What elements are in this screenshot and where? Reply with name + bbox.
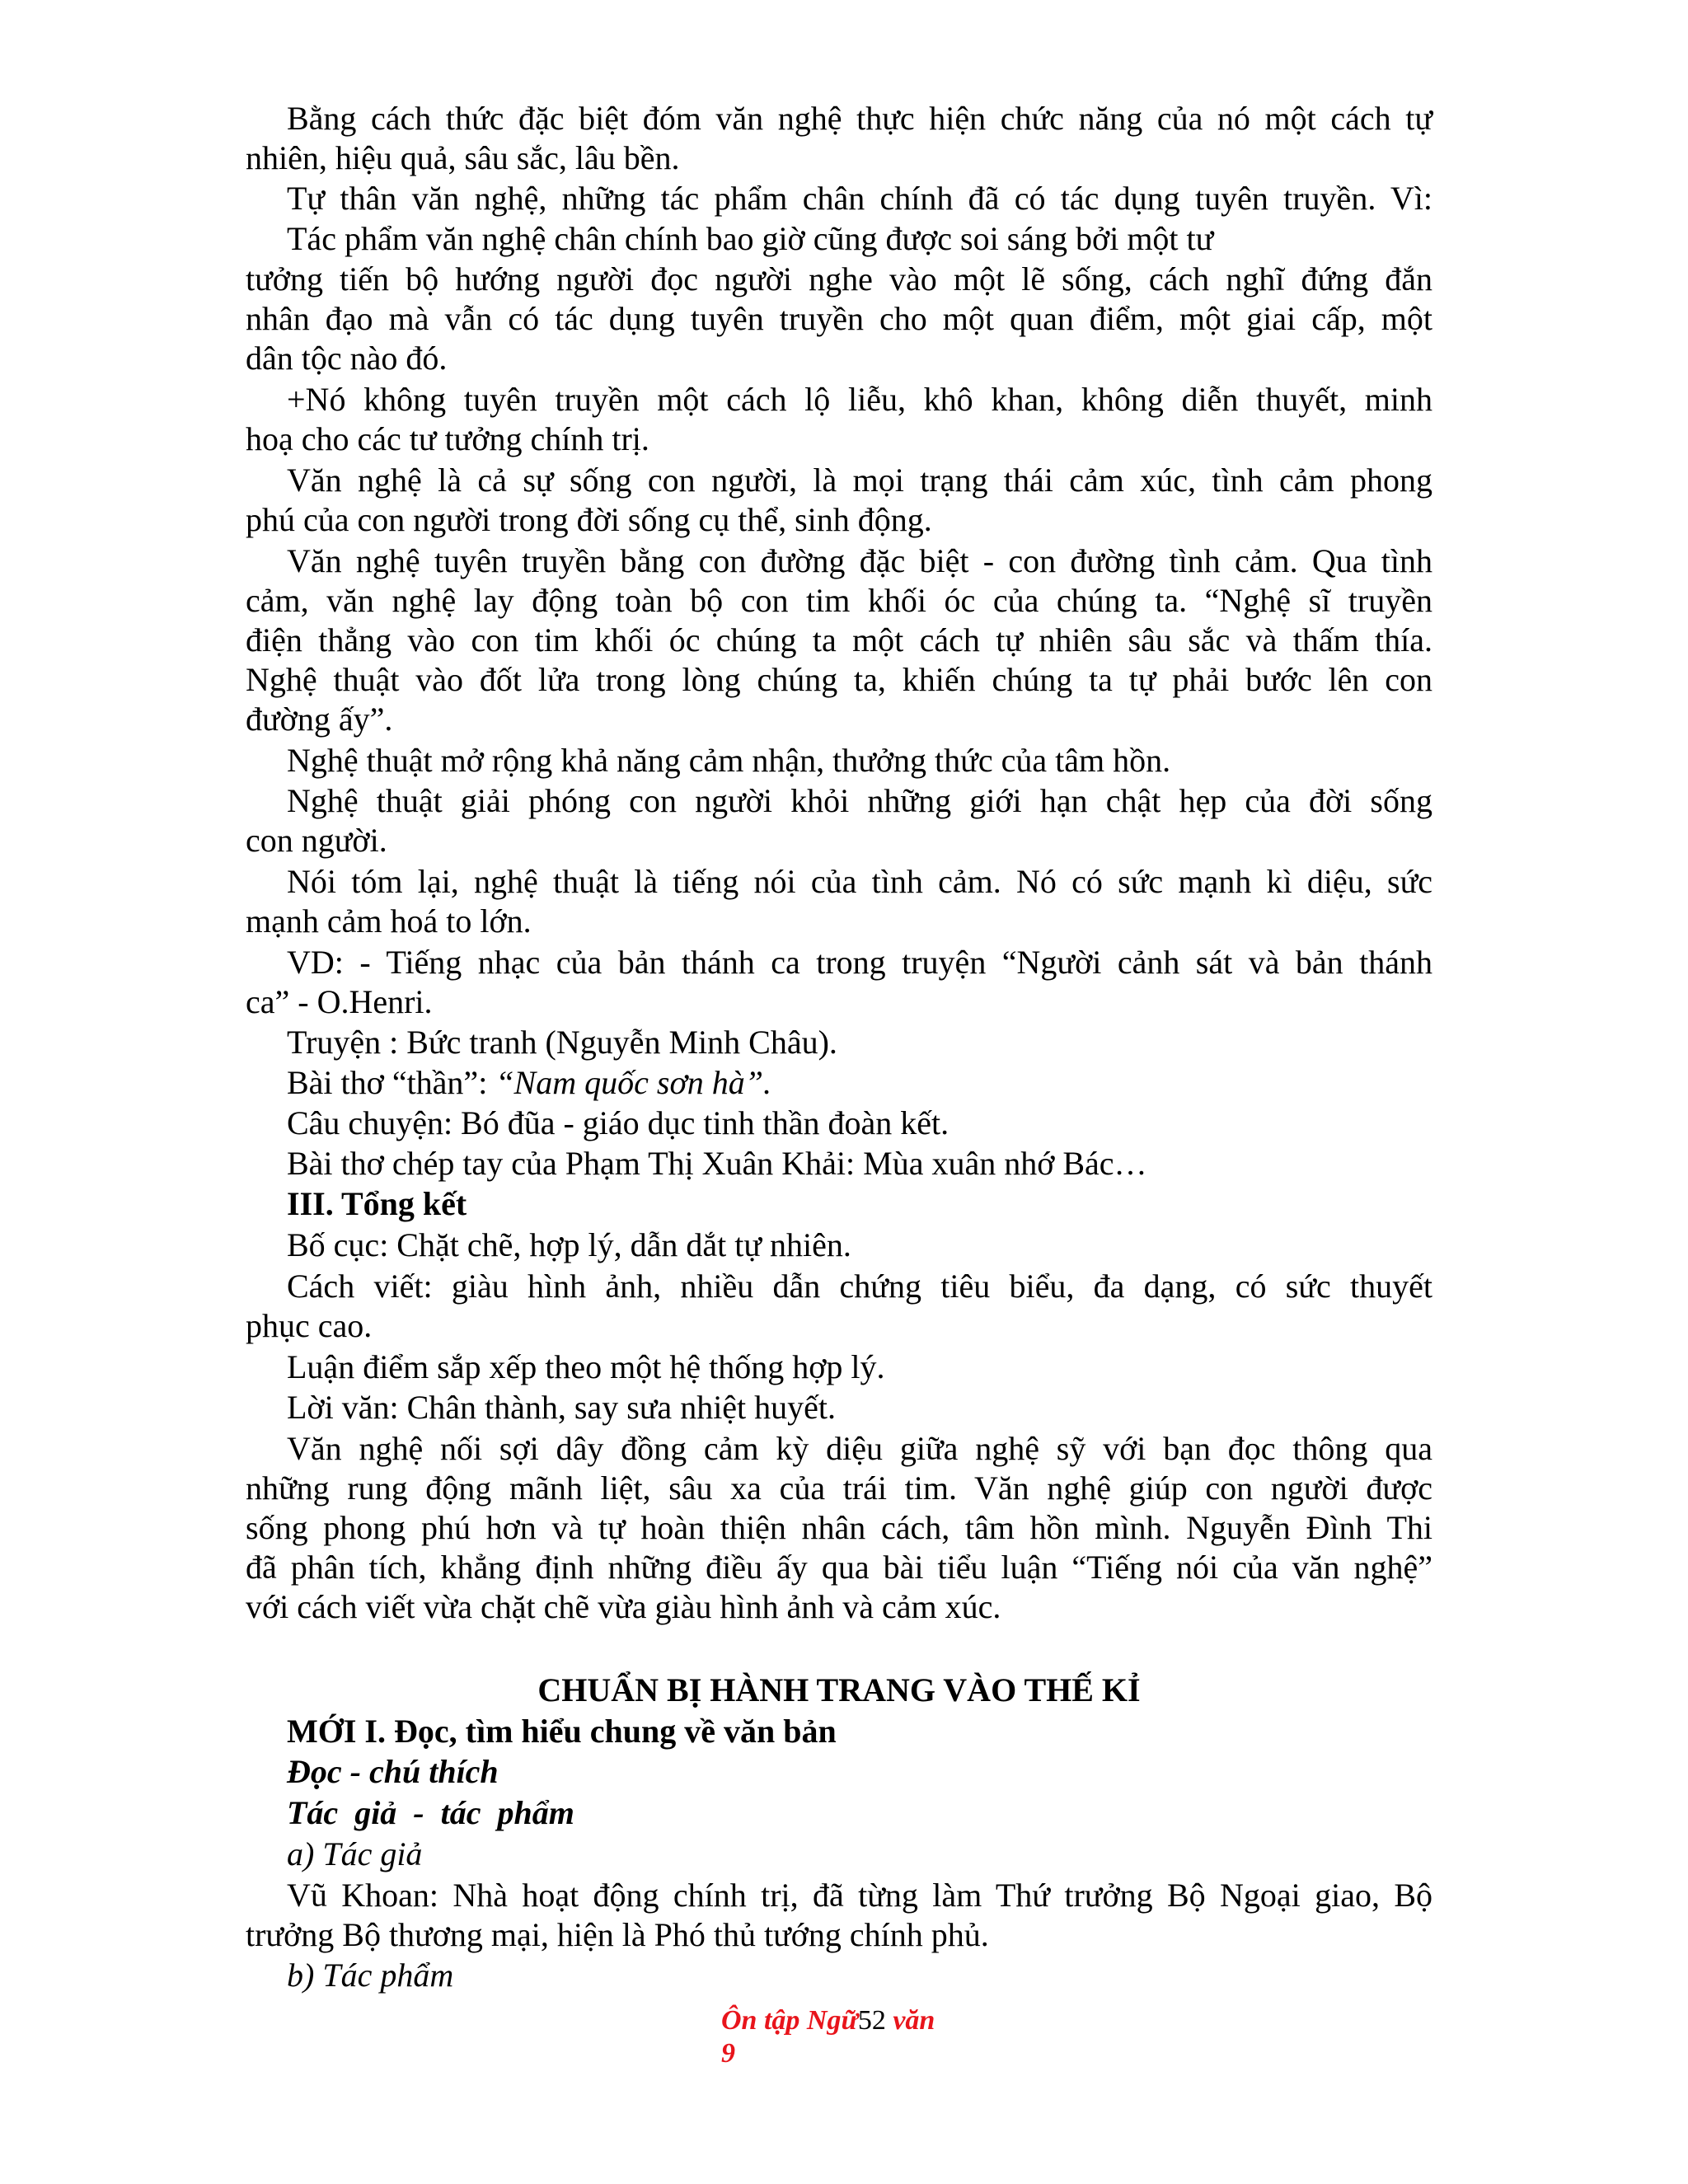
text-line: Văn nghệ nối sợi dây đồng cảm kỳ diệu giữa nghệ sỹ với bạn đọc thông qua <box>287 1430 1432 1467</box>
text-line: mạnh cảm hoá to lớn. <box>246 902 532 940</box>
poem-label: Bài thơ “thần”: <box>287 1064 496 1101</box>
text-line: nhân đạo mà vẫn có tác dụng tuyên truyền cho một quan điểm, một giai cấp, một <box>246 300 1432 337</box>
text-line: Nói tóm lại, nghệ thuật là tiếng nói của tình cảm. Nó có sức mạnh kì diệu, sức <box>287 863 1432 900</box>
subheading: a) Tác giả <box>287 1835 423 1872</box>
subheading: Đọc - chú thích <box>287 1753 499 1790</box>
text-line: Văn nghệ là cả sự sống con người, là mọi trạng thái cảm xúc, tình cảm phong <box>287 462 1432 499</box>
text-line: ca” - O.Henri. <box>246 983 433 1020</box>
text-line: dân tộc nào đó. <box>246 340 448 377</box>
text-line: nhiên, hiệu quả, sâu sắc, lâu bền. <box>246 139 680 176</box>
section-heading: MỚI I. Đọc, tìm hiểu chung về văn bản <box>287 1713 837 1750</box>
text-line: Nghệ thuật vào đốt lửa trong lòng chúng ta, khiến chúng ta tự phải bước lên con <box>246 661 1432 698</box>
poem-title: “Nam quốc sơn hà”. <box>495 1064 772 1101</box>
text-line: Cách viết: giàu hình ảnh, nhiều dẫn chứng tiêu biểu, đa dạng, có sức thuyết <box>287 1268 1432 1305</box>
text-line: con người. <box>246 822 387 859</box>
text-line: Bài thơ chép tay của Phạm Thị Xuân Khải: Mùa xuân nhớ Bác… <box>287 1145 1147 1182</box>
text-line: Bố cục: Chặt chẽ, hợp lý, dẫn dắt tự nhiên. <box>287 1226 851 1263</box>
text-line: với cách viết vừa chặt chẽ vừa giàu hình ảnh và cảm xúc. <box>246 1588 1001 1625</box>
section-heading: III. Tổng kết <box>287 1185 467 1222</box>
text-line: cảm, văn nghệ lay động toàn bộ con tim khối óc của chúng ta. “Nghệ sĩ truyền <box>246 582 1432 619</box>
text-line: sống phong phú hơn và tự hoàn thiện nhân cách, tâm hồn mình. Nguyễn Đình Thi <box>246 1509 1432 1546</box>
footer-title-end: văn <box>885 2005 935 2036</box>
text-line: VD: - Tiếng nhạc của bản thánh ca trong truyện “Người cảnh sát và bản thánh <box>287 944 1432 981</box>
text-line: Vũ Khoan: Nhà hoạt động chính trị, đã từng làm Thứ trưởng Bộ Ngoại giao, Bộ <box>287 1877 1432 1914</box>
text-line: đã phân tích, khẳng định những điều ấy qua bài tiểu luận “Tiếng nói của văn nghệ” <box>246 1549 1432 1586</box>
subheading: b) Tác phẩm <box>287 1957 454 1994</box>
text-line: hoạ cho các tư tưởng chính trị. <box>246 420 649 457</box>
text-line: Nghệ thuật giải phóng con người khỏi những giới hạn chật hẹp của đời sống <box>287 782 1432 819</box>
text-line: Lời văn: Chân thành, say sưa nhiệt huyết. <box>287 1389 837 1426</box>
text-line: Nghệ thuật mở rộng khả năng cảm nhận, thưởng thức của tâm hồn. <box>287 742 1171 779</box>
text-line: Câu chuyện: Bó đũa - giáo dục tinh thần đoàn kết. <box>287 1104 950 1141</box>
text-line: đường ấy”. <box>246 701 393 738</box>
text-line: trưởng Bộ thương mại, hiện là Phó thủ tướng chính phủ. <box>246 1916 989 1953</box>
text-line: phú của con người trong đời sống cụ thể, sinh động. <box>246 501 932 538</box>
page-footer-line2 <box>721 2037 735 2070</box>
subheading: Tác giả - tác phẩm <box>287 1794 574 1831</box>
text-line: Luận điểm sắp xếp theo một hệ thống hợp lý. <box>287 1348 885 1385</box>
page-footer <box>721 2004 935 2037</box>
text-line: phục cao. <box>246 1307 373 1344</box>
text-line: những rung động mãnh liệt, sâu xa của trái tim. Văn nghệ giúp con người được <box>246 1469 1432 1507</box>
text-line: Văn nghệ tuyên truyền bằng con đường đặc biệt - con đường tình cảm. Qua tình <box>287 542 1432 579</box>
text-line: +Nó không tuyên truyền một cách lộ liễu, khô khan, không diễn thuyết, minh <box>287 381 1432 418</box>
footer-title: Ôn tập Ngữ <box>721 2005 858 2036</box>
lesson-title: CHUẨN BỊ HÀNH TRANG VÀO THẾ KỈ <box>537 1671 1141 1708</box>
page-number: 52 <box>857 2005 886 2036</box>
text-line: Truyện : Bức tranh (Nguyễn Minh Châu). <box>287 1024 837 1061</box>
footer-grade: 9 <box>721 2038 735 2069</box>
text-line: Bằng cách thức đặc biệt đóm văn nghệ thực hiện chức năng của nó một cách tự <box>287 100 1432 137</box>
text-line: tưởng tiến bộ hướng người đọc người nghe vào một lẽ sống, cách nghĩ đứng đắn <box>246 260 1432 298</box>
text-line: điện thẳng vào con tim khối óc chúng ta một cách tự nhiên sâu sắc và thấm thía. <box>246 621 1432 658</box>
text-line: Tự thân văn nghệ, những tác phẩm chân chính đã có tác dụng tuyên truyền. Vì: <box>287 180 1432 217</box>
text-line <box>287 1063 1432 1103</box>
text-line: Tác phẩm văn nghệ chân chính bao giờ cũng được soi sáng bởi một tư <box>287 220 1214 257</box>
